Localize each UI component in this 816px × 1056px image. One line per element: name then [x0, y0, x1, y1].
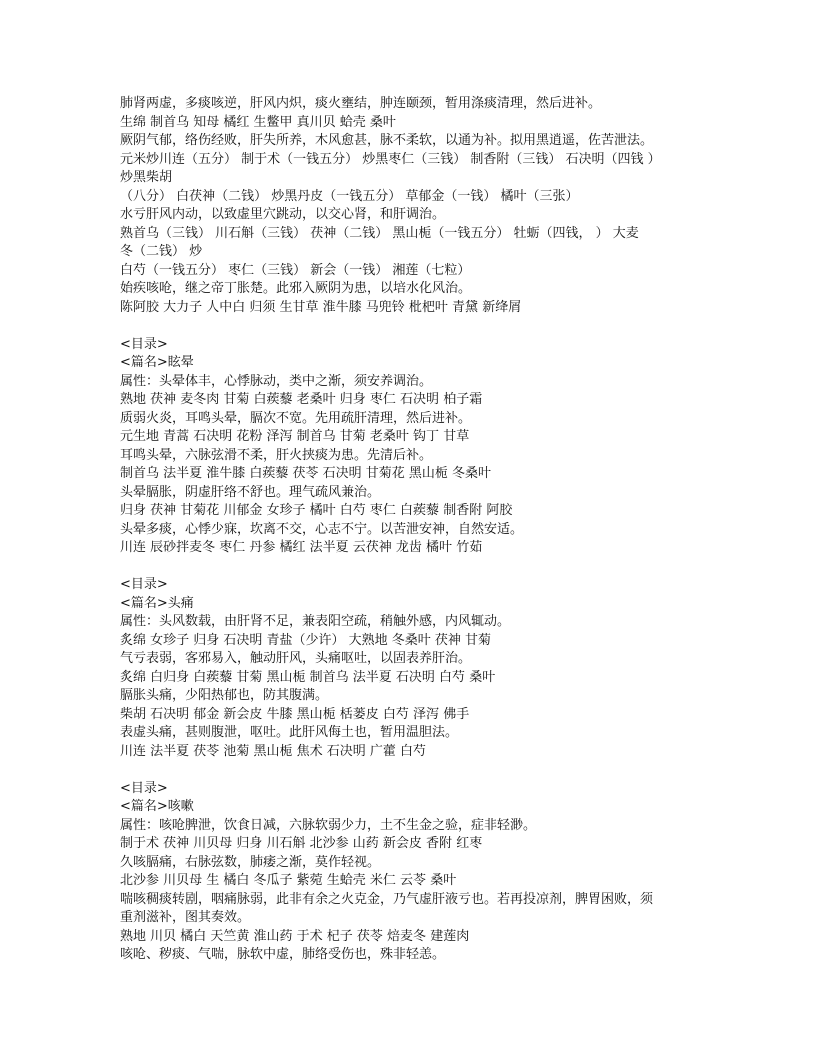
document-page — [120, 95, 800, 965]
text-line: 始疾咳呛，继之帝丁胀楚。此邪入厥阴为患，以培水化风治。 — [120, 281, 472, 296]
text-line: 喘咳稠痰转剧，咽痛脉弱，此非有余之火克金，乃气虚肝液亏也。若再投凉剂，脾胃困败，须 — [120, 891, 654, 907]
text-line: 肺肾两虚，多痰咳逆，肝风内炽，痰火壅结，肿连颐颈，暂用涤痰清理，然后进补。 — [120, 96, 602, 111]
text-line: 川连 辰砂拌麦冬 枣仁 丹参 橘红 法半夏 云茯神 龙齿 橘叶 竹茹 — [120, 540, 483, 555]
text-line: 元米炒川连（五分） 制于术（一钱五分） 炒黑枣仁（三钱） 制香附（三钱） 石决明（四钱 ） — [120, 151, 661, 167]
text-line: 属性：咳呛脾泄，饮食日减，六脉软弱少力，土不生金之验，症非轻渺。 — [120, 817, 537, 833]
text-line: 北沙参 川贝母 生 橘白 冬瓜子 紫菀 生蛤壳 米仁 云苓 桑叶 — [120, 873, 457, 888]
text-line: 属性：头风数载，由肝肾不足，兼表阳空疏，稍触外感，内风辄动。 — [120, 614, 511, 629]
text-line: 冬（二钱） 炒 — [120, 244, 203, 259]
text-line: 炙绵 女珍子 归身 石决明 青盐（少许） 大熟地 冬桑叶 茯神 甘菊 — [120, 632, 492, 648]
text-line: 重剂滋补，图其奏效。 — [120, 910, 251, 925]
text-line: 白芍（一钱五分） 枣仁（三钱） 新会（一钱） 湘莲（七粒） — [120, 262, 471, 278]
text-line: 炒黑柴胡 — [120, 170, 173, 185]
text-line: 制于术 茯神 川贝母 归身 川石斛 北沙参 山药 新会皮 香附 红枣 — [120, 836, 483, 851]
text-line: 熟地 川贝 橘白 天竺黄 淮山药 于术 杞子 茯苓 焙麦冬 建莲肉 — [120, 928, 470, 944]
text-line: 表虚头痛，甚则腹泄，呕吐。此肝风侮土也，暂用温胆法。 — [120, 725, 459, 740]
text-line: 属性：头晕体丰，心悸脉动，类中之渐，须安养调治。 — [120, 373, 433, 389]
text-line: 气亏表弱，客邪易入，触动肝风，头痛呕吐，以固表养肝治。 — [120, 651, 472, 666]
text-line: 厥阴气郁，络伤经败，肝失所养，木风愈甚，脉不柔软，以通为补。拟用黑逍遥，佐苦泄法。 — [120, 133, 654, 148]
text-line: 生绵 制首乌 知母 橘红 生鳖甲 真川贝 蛤壳 桑叶 — [120, 114, 396, 130]
blank-line — [120, 558, 800, 577]
text-line: 耳鸣头晕，六脉弦滑不柔，肝火挟痰为患。先清后补。 — [120, 447, 433, 463]
text-line: 头晕多痰，心悸少寐，坎离不交，心志不宁。以苦泄安神，自然安适。 — [120, 521, 524, 537]
section-directory-marker: <目录> — [120, 577, 168, 592]
text-line: 元生地 青蒿 石决明 花粉 泽泻 制首乌 甘菊 老桑叶 钩丁 甘草 — [120, 429, 470, 444]
section-directory-marker: <目录> — [120, 780, 168, 796]
blank-line — [120, 761, 800, 780]
text-line: 膈胀头痛，少阳热郁也，防其腹满。 — [120, 688, 329, 703]
blank-line — [120, 317, 800, 336]
text-line: 咳呛、秽痰、气喘，脉软中虚，肺络受伤也，殊非轻恙。 — [120, 947, 446, 962]
section-directory-marker: <目录> — [120, 336, 168, 352]
text-line: 熟首乌（三钱） 川石斛（三钱） 茯神（二钱） 黑山栀（一钱五分） 牡蛎（四钱， ） 大麦 — [120, 225, 639, 241]
text-line: 头晕膈胀，阴虚肝络不舒也。理气疏风兼治。 — [120, 484, 381, 500]
text-line: 川连 法半夏 茯苓 池菊 黑山栀 焦术 石决明 广藿 白芍 — [120, 743, 427, 759]
section-title: <篇名>眩晕 — [120, 355, 194, 370]
text-line: 久咳膈痛，右脉弦数，肺痿之渐，莫作轻视。 — [120, 854, 381, 870]
text-line: 归身 茯神 甘菊花 川郁金 女珍子 橘叶 白芍 枣仁 白蒺藜 制香附 阿胶 — [120, 503, 513, 518]
text-line: 水亏肝风内动，以致虚里穴跳动，以交心肾，和肝调治。 — [120, 207, 446, 222]
text-line: 炙绵 白归身 白蒺藜 甘菊 黑山栀 制首乌 法半夏 石决明 白芍 桑叶 — [120, 669, 496, 685]
text-line: 柴胡 石决明 郁金 新会皮 牛膝 黑山栀 栝蒌皮 白芍 泽泻 佛手 — [120, 706, 470, 722]
text-line: 制首乌 法半夏 淮牛膝 白蒺藜 茯苓 石决明 甘菊花 黑山栀 冬桑叶 — [120, 466, 492, 481]
section-title: <篇名>头痛 — [120, 595, 194, 611]
text-line: （八分） 白茯神（二钱） 炒黑丹皮（一钱五分） 草郁金（一钱） 橘叶（三张） — [120, 188, 579, 204]
text-line: 陈阿胶 大力子 人中白 归须 生甘草 淮牛膝 马兜铃 枇杷叶 青黛 新绛屑 — [120, 299, 522, 315]
text-line: 质弱火炎，耳鸣头晕，膈次不宽。先用疏肝清理，然后进补。 — [120, 410, 472, 426]
section-title: <篇名>咳嗽 — [120, 799, 194, 814]
text-line: 熟地 茯神 麦冬肉 甘菊 白蒺藜 老桑叶 归身 枣仁 石决明 柏子霜 — [120, 392, 483, 407]
